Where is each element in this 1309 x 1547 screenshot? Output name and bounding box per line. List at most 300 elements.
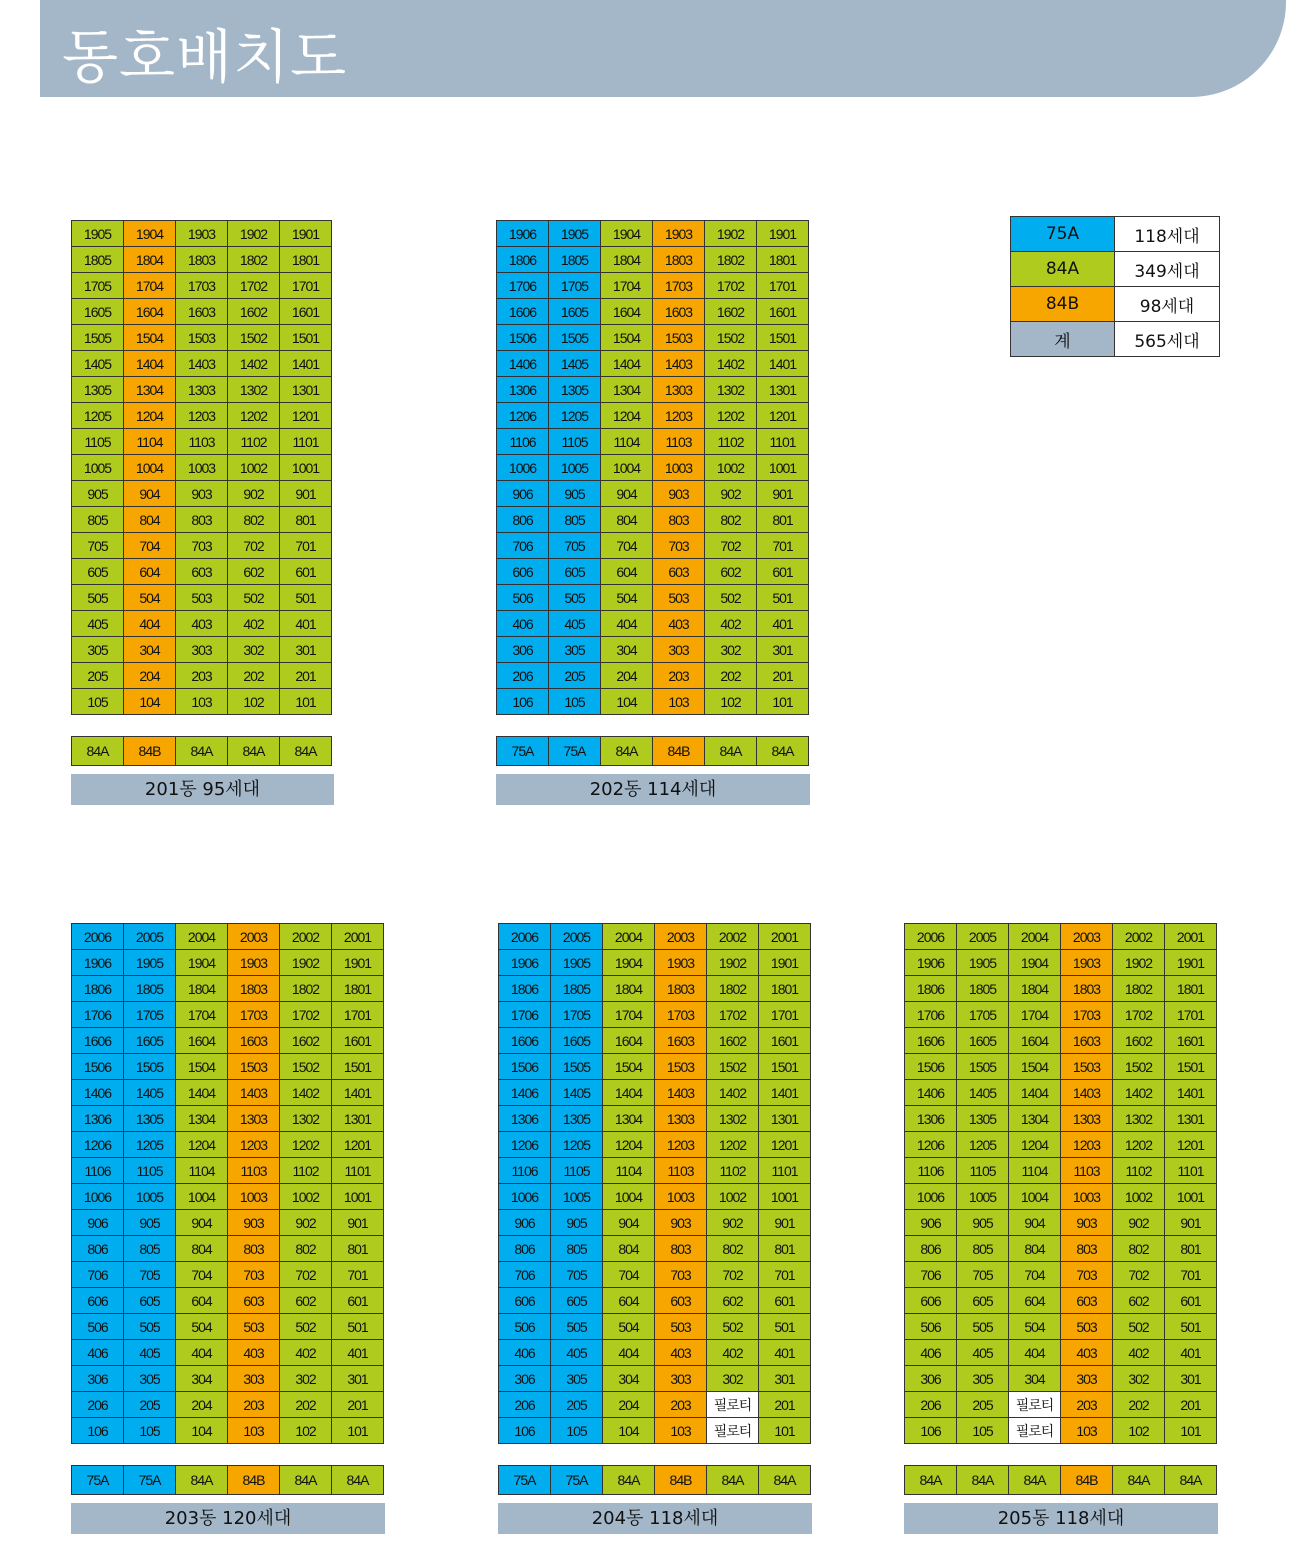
unit-cell: 1006 <box>72 1184 124 1210</box>
unit-cell: 1202 <box>1113 1132 1165 1158</box>
unit-cell: 1005 <box>124 1184 176 1210</box>
type-cell: 84B <box>124 737 176 766</box>
unit-cell: 1501 <box>1165 1054 1217 1080</box>
unit-cell: 105 <box>549 689 601 715</box>
unit-cell: 1702 <box>707 1002 759 1028</box>
unit-cell: 601 <box>1165 1288 1217 1314</box>
unit-cell: 101 <box>332 1418 384 1444</box>
unit-cell: 703 <box>1061 1262 1113 1288</box>
unit-cell: 1304 <box>124 377 176 403</box>
unit-cell: 1703 <box>655 1002 707 1028</box>
floor-row <box>72 299 332 325</box>
unit-cell: 1801 <box>757 247 809 273</box>
unit-cell: 401 <box>757 611 809 637</box>
unit-cell: 106 <box>499 1418 551 1444</box>
unit-cell: 802 <box>707 1236 759 1262</box>
unit-cell: 1601 <box>757 299 809 325</box>
unit-cell: 1402 <box>705 351 757 377</box>
unit-cell: 2001 <box>1165 924 1217 950</box>
unit-cell: 2002 <box>1113 924 1165 950</box>
legend-count: 118세대 <box>1115 217 1220 252</box>
unit-cell: 1704 <box>601 273 653 299</box>
unit-cell: 1805 <box>72 247 124 273</box>
unit-cell: 1304 <box>601 377 653 403</box>
unit-cell: 1106 <box>499 1158 551 1184</box>
unit-cell: 1004 <box>603 1184 655 1210</box>
unit-cell: 1603 <box>653 299 705 325</box>
unit-cell: 1703 <box>1061 1002 1113 1028</box>
unit-cell: 1606 <box>905 1028 957 1054</box>
unit-cell: 1006 <box>905 1184 957 1210</box>
unit-cell: 502 <box>1113 1314 1165 1340</box>
unit-cell: 605 <box>549 559 601 585</box>
unit-cell: 406 <box>905 1340 957 1366</box>
unit-cell: 1602 <box>1113 1028 1165 1054</box>
floor-row <box>497 221 809 247</box>
unit-cell: 301 <box>280 637 332 663</box>
unit-cell: 703 <box>655 1262 707 1288</box>
unit-cell: 1305 <box>72 377 124 403</box>
unit-cell: 605 <box>124 1288 176 1314</box>
unit-cell: 104 <box>601 689 653 715</box>
unit-cell: 1106 <box>497 429 549 455</box>
floor-row <box>72 377 332 403</box>
floor-row <box>72 1366 384 1392</box>
unit-cell: 1604 <box>603 1028 655 1054</box>
unit-cell: 106 <box>72 1418 124 1444</box>
unit-cell: 1801 <box>280 247 332 273</box>
unit-cell: 1406 <box>905 1080 957 1106</box>
unit-cell: 2005 <box>957 924 1009 950</box>
unit-cell: 304 <box>176 1366 228 1392</box>
unit-cell: 1502 <box>707 1054 759 1080</box>
unit-cell: 1604 <box>124 299 176 325</box>
floor-row <box>499 1262 811 1288</box>
unit-cell: 1806 <box>497 247 549 273</box>
unit-cell: 106 <box>905 1418 957 1444</box>
unit-cell: 1404 <box>603 1080 655 1106</box>
unit-cell: 1204 <box>601 403 653 429</box>
floor-row <box>72 689 332 715</box>
unit-cell: 1902 <box>280 950 332 976</box>
floor-row <box>499 1106 811 1132</box>
unit-cell: 1902 <box>228 221 280 247</box>
unit-cell: 1401 <box>332 1080 384 1106</box>
unit-cell: 505 <box>551 1314 603 1340</box>
unit-cell: 403 <box>228 1340 280 1366</box>
floor-row <box>905 1106 1217 1132</box>
unit-cell: 1005 <box>551 1184 603 1210</box>
unit-cell: 1705 <box>72 273 124 299</box>
unit-cell: 702 <box>228 533 280 559</box>
unit-cell: 1302 <box>1113 1106 1165 1132</box>
unit-cell: 303 <box>655 1366 707 1392</box>
unit-cell: 1504 <box>1009 1054 1061 1080</box>
unit-cell: 901 <box>332 1210 384 1236</box>
unit-cell: 1803 <box>655 976 707 1002</box>
floor-row <box>499 924 811 950</box>
unit-cell: 1705 <box>551 1002 603 1028</box>
unit-cell: 1904 <box>124 221 176 247</box>
type-cell: 84A <box>280 737 332 766</box>
unit-cell: 901 <box>759 1210 811 1236</box>
floor-row <box>497 403 809 429</box>
legend-row-84b <box>1011 287 1220 322</box>
unit-cell: 1302 <box>707 1106 759 1132</box>
unit-cell: 1403 <box>655 1080 707 1106</box>
unit-cell: 1002 <box>705 455 757 481</box>
unit-cell: 1103 <box>1061 1158 1113 1184</box>
unit-cell: 501 <box>280 585 332 611</box>
floor-row <box>72 1262 384 1288</box>
unit-cell: 1303 <box>655 1106 707 1132</box>
unit-cell: 1702 <box>1113 1002 1165 1028</box>
unit-cell: 1306 <box>905 1106 957 1132</box>
building-caption: 205동 118세대 <box>904 1503 1218 1534</box>
unit-cell: 704 <box>601 533 653 559</box>
unit-cell: 104 <box>124 689 176 715</box>
unit-cell: 903 <box>1061 1210 1113 1236</box>
floor-row <box>72 1106 384 1132</box>
unit-cell: 205 <box>551 1392 603 1418</box>
unit-cell: 705 <box>124 1262 176 1288</box>
unit-cell: 601 <box>332 1288 384 1314</box>
floor-row <box>72 1236 384 1262</box>
floor-row <box>497 247 809 273</box>
unit-cell: 503 <box>655 1314 707 1340</box>
unit-cell: 1001 <box>759 1184 811 1210</box>
unit-cell: 1002 <box>228 455 280 481</box>
unit-cell: 1201 <box>1165 1132 1217 1158</box>
floor-row <box>905 1080 1217 1106</box>
floor-row <box>72 507 332 533</box>
unit-cell: 404 <box>124 611 176 637</box>
unit-cell: 1702 <box>280 1002 332 1028</box>
unit-cell: 103 <box>653 689 705 715</box>
unit-cell: 1601 <box>280 299 332 325</box>
unit-cell: 706 <box>72 1262 124 1288</box>
unit-cell: 901 <box>280 481 332 507</box>
unit-cell: 202 <box>280 1392 332 1418</box>
unit-cell: 404 <box>1009 1340 1061 1366</box>
unit-cell: 1103 <box>653 429 705 455</box>
unit-cell: 1802 <box>707 976 759 1002</box>
type-cell: 84A <box>759 1466 811 1495</box>
floor-row <box>905 976 1217 1002</box>
floor-row <box>497 663 809 689</box>
unit-cell: 601 <box>280 559 332 585</box>
unit-cell: 606 <box>497 559 549 585</box>
floor-row <box>499 1340 811 1366</box>
unit-cell: 505 <box>957 1314 1009 1340</box>
unit-cell: 802 <box>1113 1236 1165 1262</box>
unit-grid <box>904 923 1217 1444</box>
floor-row <box>72 403 332 429</box>
pilotis-cell: 필로티 <box>707 1392 759 1418</box>
floor-row <box>72 1002 384 1028</box>
floor-row <box>905 1002 1217 1028</box>
unit-cell: 1605 <box>124 1028 176 1054</box>
unit-cell: 1505 <box>124 1054 176 1080</box>
unit-cell: 1702 <box>228 273 280 299</box>
unit-cell: 201 <box>332 1392 384 1418</box>
unit-cell: 1806 <box>499 976 551 1002</box>
type-row <box>904 1465 1217 1495</box>
floor-row <box>497 533 809 559</box>
unit-cell: 801 <box>1165 1236 1217 1262</box>
unit-cell: 1001 <box>757 455 809 481</box>
unit-cell: 1901 <box>332 950 384 976</box>
floor-row <box>499 1184 811 1210</box>
unit-cell: 701 <box>1165 1262 1217 1288</box>
unit-cell: 1706 <box>72 1002 124 1028</box>
unit-cell: 1902 <box>707 950 759 976</box>
unit-cell: 701 <box>332 1262 384 1288</box>
floor-row <box>72 247 332 273</box>
unit-cell: 705 <box>551 1262 603 1288</box>
floor-row <box>499 1418 811 1444</box>
unit-cell: 605 <box>551 1288 603 1314</box>
unit-cell: 506 <box>499 1314 551 1340</box>
unit-cell: 1901 <box>1165 950 1217 976</box>
unit-cell: 1303 <box>653 377 705 403</box>
unit-cell: 802 <box>705 507 757 533</box>
pilotis-cell: 필로티 <box>707 1418 759 1444</box>
floor-row <box>497 585 809 611</box>
type-row <box>71 736 332 766</box>
floor-row <box>72 585 332 611</box>
unit-cell: 305 <box>957 1366 1009 1392</box>
unit-cell: 1304 <box>176 1106 228 1132</box>
unit-cell: 1701 <box>280 273 332 299</box>
unit-cell: 605 <box>957 1288 1009 1314</box>
legend-type: 84B <box>1011 287 1115 322</box>
unit-cell: 1401 <box>759 1080 811 1106</box>
unit-cell: 1605 <box>72 299 124 325</box>
unit-cell: 1305 <box>551 1106 603 1132</box>
unit-cell: 1101 <box>757 429 809 455</box>
unit-cell: 1102 <box>705 429 757 455</box>
unit-cell: 1005 <box>957 1184 1009 1210</box>
unit-cell: 303 <box>176 637 228 663</box>
unit-cell: 1305 <box>957 1106 1009 1132</box>
unit-cell: 204 <box>603 1392 655 1418</box>
unit-cell: 1803 <box>653 247 705 273</box>
unit-cell: 702 <box>705 533 757 559</box>
unit-cell: 806 <box>72 1236 124 1262</box>
unit-cell: 102 <box>280 1418 332 1444</box>
unit-cell: 1205 <box>549 403 601 429</box>
unit-grid <box>71 923 384 1444</box>
unit-cell: 206 <box>499 1392 551 1418</box>
unit-cell: 1302 <box>280 1106 332 1132</box>
floor-row <box>497 325 809 351</box>
unit-cell: 1206 <box>72 1132 124 1158</box>
floor-row <box>497 351 809 377</box>
floor-row <box>905 1184 1217 1210</box>
unit-cell: 504 <box>603 1314 655 1340</box>
unit-cell: 1802 <box>1113 976 1165 1002</box>
unit-cell: 1903 <box>653 221 705 247</box>
unit-cell: 1506 <box>905 1054 957 1080</box>
building-202 <box>496 220 810 805</box>
pilotis-cell: 필로티 <box>1009 1392 1061 1418</box>
unit-cell: 405 <box>72 611 124 637</box>
unit-cell: 806 <box>499 1236 551 1262</box>
unit-cell: 1004 <box>176 1184 228 1210</box>
floor-row <box>72 1418 384 1444</box>
unit-cell: 1203 <box>655 1132 707 1158</box>
unit-cell: 501 <box>759 1314 811 1340</box>
unit-cell: 1405 <box>72 351 124 377</box>
unit-cell: 1405 <box>549 351 601 377</box>
unit-cell: 906 <box>72 1210 124 1236</box>
unit-cell: 1501 <box>757 325 809 351</box>
floor-row <box>905 1288 1217 1314</box>
unit-cell: 1501 <box>759 1054 811 1080</box>
unit-cell: 1201 <box>759 1132 811 1158</box>
type-cell: 84B <box>655 1466 707 1495</box>
unit-cell: 1606 <box>499 1028 551 1054</box>
unit-cell: 602 <box>280 1288 332 1314</box>
unit-cell: 1202 <box>280 1132 332 1158</box>
unit-cell: 1706 <box>905 1002 957 1028</box>
unit-cell: 202 <box>1113 1392 1165 1418</box>
unit-cell: 902 <box>280 1210 332 1236</box>
unit-cell: 1202 <box>707 1132 759 1158</box>
type-cell: 84A <box>332 1466 384 1495</box>
unit-cell: 1101 <box>332 1158 384 1184</box>
unit-cell: 1202 <box>228 403 280 429</box>
unit-cell: 1904 <box>601 221 653 247</box>
building-203 <box>71 923 385 1534</box>
floor-row <box>905 1262 1217 1288</box>
unit-cell: 1906 <box>499 950 551 976</box>
floor-row <box>499 1392 811 1418</box>
unit-grid <box>496 220 809 715</box>
unit-cell: 905 <box>957 1210 1009 1236</box>
unit-cell: 1701 <box>757 273 809 299</box>
unit-cell: 902 <box>1113 1210 1165 1236</box>
unit-cell: 1904 <box>176 950 228 976</box>
type-row-cells <box>72 1466 384 1495</box>
floor-row <box>905 1366 1217 1392</box>
unit-cell: 306 <box>905 1366 957 1392</box>
legend-row-84a <box>1011 252 1220 287</box>
floor-row <box>905 924 1217 950</box>
unit-cell: 106 <box>497 689 549 715</box>
unit-cell: 604 <box>601 559 653 585</box>
unit-cell: 1506 <box>499 1054 551 1080</box>
unit-cell: 201 <box>757 663 809 689</box>
unit-grid <box>498 923 811 1444</box>
unit-cell: 202 <box>705 663 757 689</box>
unit-cell: 402 <box>1113 1340 1165 1366</box>
type-row-cells <box>497 737 809 766</box>
unit-cell: 403 <box>655 1340 707 1366</box>
floor-row <box>499 1314 811 1340</box>
unit-cell: 2003 <box>1061 924 1113 950</box>
unit-cell: 603 <box>653 559 705 585</box>
type-cell: 75A <box>499 1466 551 1495</box>
floor-row <box>499 1132 811 1158</box>
unit-cell: 502 <box>705 585 757 611</box>
unit-cell: 404 <box>176 1340 228 1366</box>
unit-cell: 1006 <box>499 1184 551 1210</box>
unit-cell: 1204 <box>1009 1132 1061 1158</box>
unit-cell: 402 <box>705 611 757 637</box>
unit-cell: 1804 <box>124 247 176 273</box>
unit-cell: 905 <box>549 481 601 507</box>
type-cell: 84A <box>72 737 124 766</box>
floor-row <box>72 611 332 637</box>
unit-cell: 1601 <box>332 1028 384 1054</box>
unit-cell: 303 <box>228 1366 280 1392</box>
unit-cell: 1501 <box>280 325 332 351</box>
floor-row <box>497 377 809 403</box>
unit-cell: 1104 <box>603 1158 655 1184</box>
unit-cell: 603 <box>655 1288 707 1314</box>
unit-cell: 804 <box>601 507 653 533</box>
unit-cell: 1902 <box>705 221 757 247</box>
unit-cell: 102 <box>705 689 757 715</box>
unit-cell: 504 <box>1009 1314 1061 1340</box>
unit-cell: 904 <box>603 1210 655 1236</box>
unit-cell: 201 <box>759 1392 811 1418</box>
unit-cell: 201 <box>280 663 332 689</box>
unit-cell: 704 <box>124 533 176 559</box>
floor-row <box>72 950 384 976</box>
page-title: 동호배치도 <box>62 23 348 91</box>
unit-cell: 1405 <box>551 1080 603 1106</box>
unit-cell: 1505 <box>72 325 124 351</box>
unit-cell: 1502 <box>1113 1054 1165 1080</box>
unit-cell: 1204 <box>603 1132 655 1158</box>
legend-table <box>1010 216 1220 357</box>
unit-cell: 1302 <box>705 377 757 403</box>
floor-row <box>499 976 811 1002</box>
unit-cell: 1904 <box>603 950 655 976</box>
unit-cell: 205 <box>124 1392 176 1418</box>
floor-row <box>905 1210 1217 1236</box>
unit-cell: 1201 <box>757 403 809 429</box>
unit-cell: 1502 <box>228 325 280 351</box>
unit-cell: 1704 <box>603 1002 655 1028</box>
unit-cell: 803 <box>655 1236 707 1262</box>
unit-cell: 1306 <box>72 1106 124 1132</box>
unit-cell: 803 <box>1061 1236 1113 1262</box>
unit-cell: 306 <box>497 637 549 663</box>
unit-cell: 1305 <box>124 1106 176 1132</box>
unit-cell: 502 <box>280 1314 332 1340</box>
type-cell: 84A <box>176 737 228 766</box>
type-cell: 84A <box>228 737 280 766</box>
unit-cell: 1804 <box>603 976 655 1002</box>
unit-cell: 805 <box>72 507 124 533</box>
building-204 <box>498 923 812 1534</box>
building-caption: 201동 95세대 <box>71 774 334 805</box>
unit-cell: 1202 <box>705 403 757 429</box>
unit-cell: 902 <box>705 481 757 507</box>
unit-cell: 1105 <box>72 429 124 455</box>
unit-cell: 703 <box>176 533 228 559</box>
unit-cell: 705 <box>549 533 601 559</box>
floor-row <box>72 1314 384 1340</box>
unit-cell: 706 <box>499 1262 551 1288</box>
unit-cell: 1504 <box>176 1054 228 1080</box>
unit-cell: 203 <box>228 1392 280 1418</box>
unit-cell: 206 <box>497 663 549 689</box>
